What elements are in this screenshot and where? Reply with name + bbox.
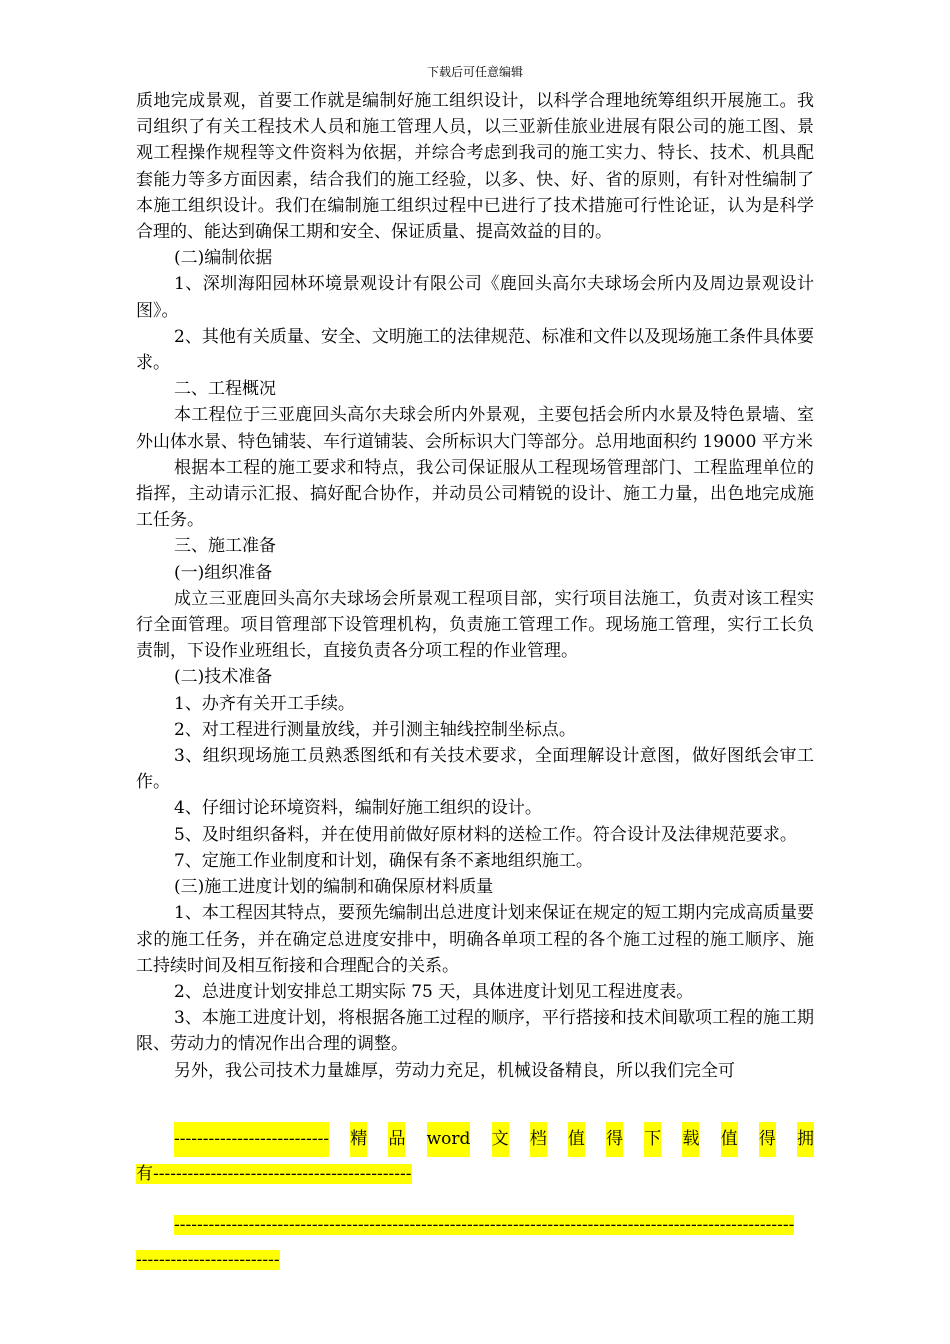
- footer-line-3: [136, 1208, 814, 1243]
- footer-line-1-part: word: [427, 1122, 471, 1157]
- footer-line-1-part: 下: [644, 1122, 661, 1157]
- paragraph: 质地完成景观，首要工作就是编制好施工组织设计，以科学合理地统筹组织开展施工。我司组织了有关工程技术人员和施工管理人员，以三亚新佳旅业进展有限公司的施工图、景观工程操作规程等文件资料为依据，并综合考虑到我司的施工实力、特长、技术、机具配套能力等多方面因素，结合我们的施工经验，以多、快、好、省的原则，有针对性编制了本施工组织设计。我们在编制施工组织过程中已进行了技术措施可行性论证，认为是科学合理的、能达到确保工期和安全、保证质量、提高效益的目的。: [136, 91, 814, 243]
- footer-line-1-part: 品: [388, 1122, 405, 1157]
- page-header: 下载后可任意编辑: [426, 65, 523, 79]
- document-body: [136, 88, 814, 1084]
- footer-line-1-part: 载: [682, 1122, 699, 1157]
- paragraph: 三、施工准备: [174, 536, 276, 557]
- paragraph: 2、对工程进行测量放线，并引测主轴线控制坐标点。: [174, 719, 576, 740]
- footer-line-1-part: 得: [606, 1122, 623, 1157]
- paragraph: 4、仔细讨论环境资料，编制好施工组织的设计。: [174, 798, 542, 819]
- paragraph: 3、本施工进度计划，将根据各施工过程的顺序，平行搭接和技术间歇项工程的施工期限、劳动力的情况作出合理的调整。: [136, 1008, 814, 1055]
- paragraph: 二、工程概况: [174, 379, 276, 400]
- footer-line-1-part: 值: [568, 1122, 585, 1157]
- footer-line-1-part: 值: [721, 1122, 738, 1157]
- footer-line-1-part: 文: [492, 1122, 509, 1157]
- footer-line-2-text: 有---------------------------------------------: [136, 1164, 412, 1184]
- paragraph: 7、定施工作业制度和计划，确保有条不紊地组织施工。: [174, 850, 593, 871]
- paragraph: 2、其他有关质量、安全、文明施工的法律规范、标准和文件以及现场施工条件具体要求。: [136, 326, 814, 374]
- footer-line-1-part: 得: [759, 1122, 776, 1157]
- promo-footer: [136, 1122, 814, 1278]
- paragraph: (二)技术准备: [174, 667, 273, 688]
- footer-line-4: [136, 1243, 814, 1278]
- paragraph: 根据本工程的施工要求和特点，我公司保证服从工程现场管理部门、工程监理单位的指挥，主动请示汇报、搞好配合协作，并动员公司精锐的设计、施工力量，出色地完成施工任务。: [136, 457, 814, 531]
- paragraph: 成立三亚鹿回头高尔夫球场会所景观工程项目部，实行项目法施工，负责对该工程实行全面管理。项目管理部下设管理机构，负责施工管理工作。现场施工管理，实行工长负责制，下设作业班组长，直接负责各分项工程的作业管理。: [136, 588, 814, 662]
- paragraph: 1、本工程因其特点，要预先编制出总进度计划来保证在规定的短工期内完成高质量要求的施工任务，并在确定总进度安排中，明确各单项工程的各个施工过程的施工顺序、施工持续时间及相互衔接和合理配合的关系。: [136, 903, 814, 976]
- footer-line-1-part: 精: [350, 1122, 367, 1157]
- paragraph: 1、深圳海阳园林环境景观设计有限公司《鹿回头高尔夫球场会所内及周边景观设计图》。: [136, 274, 814, 321]
- paragraph: (二)编制依据: [174, 248, 273, 269]
- footer-line-2: [136, 1157, 814, 1192]
- paragraph: 2、总进度计划安排总工期实际 75 天，具体进度计划见工程进度表。: [174, 981, 694, 1002]
- footer-line-4-text: -------------------------: [136, 1250, 280, 1270]
- paragraph: 5、及时组织备料，并在使用前做好原材料的送检工作。符合设计及法律规范要求。: [174, 824, 797, 845]
- paragraph: (三)施工进度计划的编制和确保原材料质量: [174, 877, 494, 898]
- footer-line-1-part: 档: [530, 1122, 547, 1157]
- paragraph: 另外，我公司技术力量雄厚，劳动力充足，机械设备精良，所以我们完全可: [174, 1060, 735, 1081]
- paragraph: 1、办齐有关开工手续。: [174, 693, 355, 714]
- paragraph: 本工程位于三亚鹿回头高尔夫球会所内外景观，主要包括会所内水景及特色景墙、室外山体水景、特色铺装、车行道铺装、会所标识大门等部分。总用地面积约 19000 平方米: [136, 405, 814, 452]
- paragraph: 3、组织现场施工员熟悉图纸和有关技术要求，全面理解设计意图，做好图纸会审工作。: [136, 746, 814, 793]
- footer-line-1: [136, 1122, 814, 1157]
- footer-line-1-part: 拥: [797, 1122, 814, 1157]
- footer-line-1-part: ---------------------------: [174, 1122, 329, 1157]
- footer-line-3-text: ------------------------------------------------------------------------------------------------------------: [174, 1215, 795, 1235]
- paragraph: (一)组织准备: [174, 562, 273, 583]
